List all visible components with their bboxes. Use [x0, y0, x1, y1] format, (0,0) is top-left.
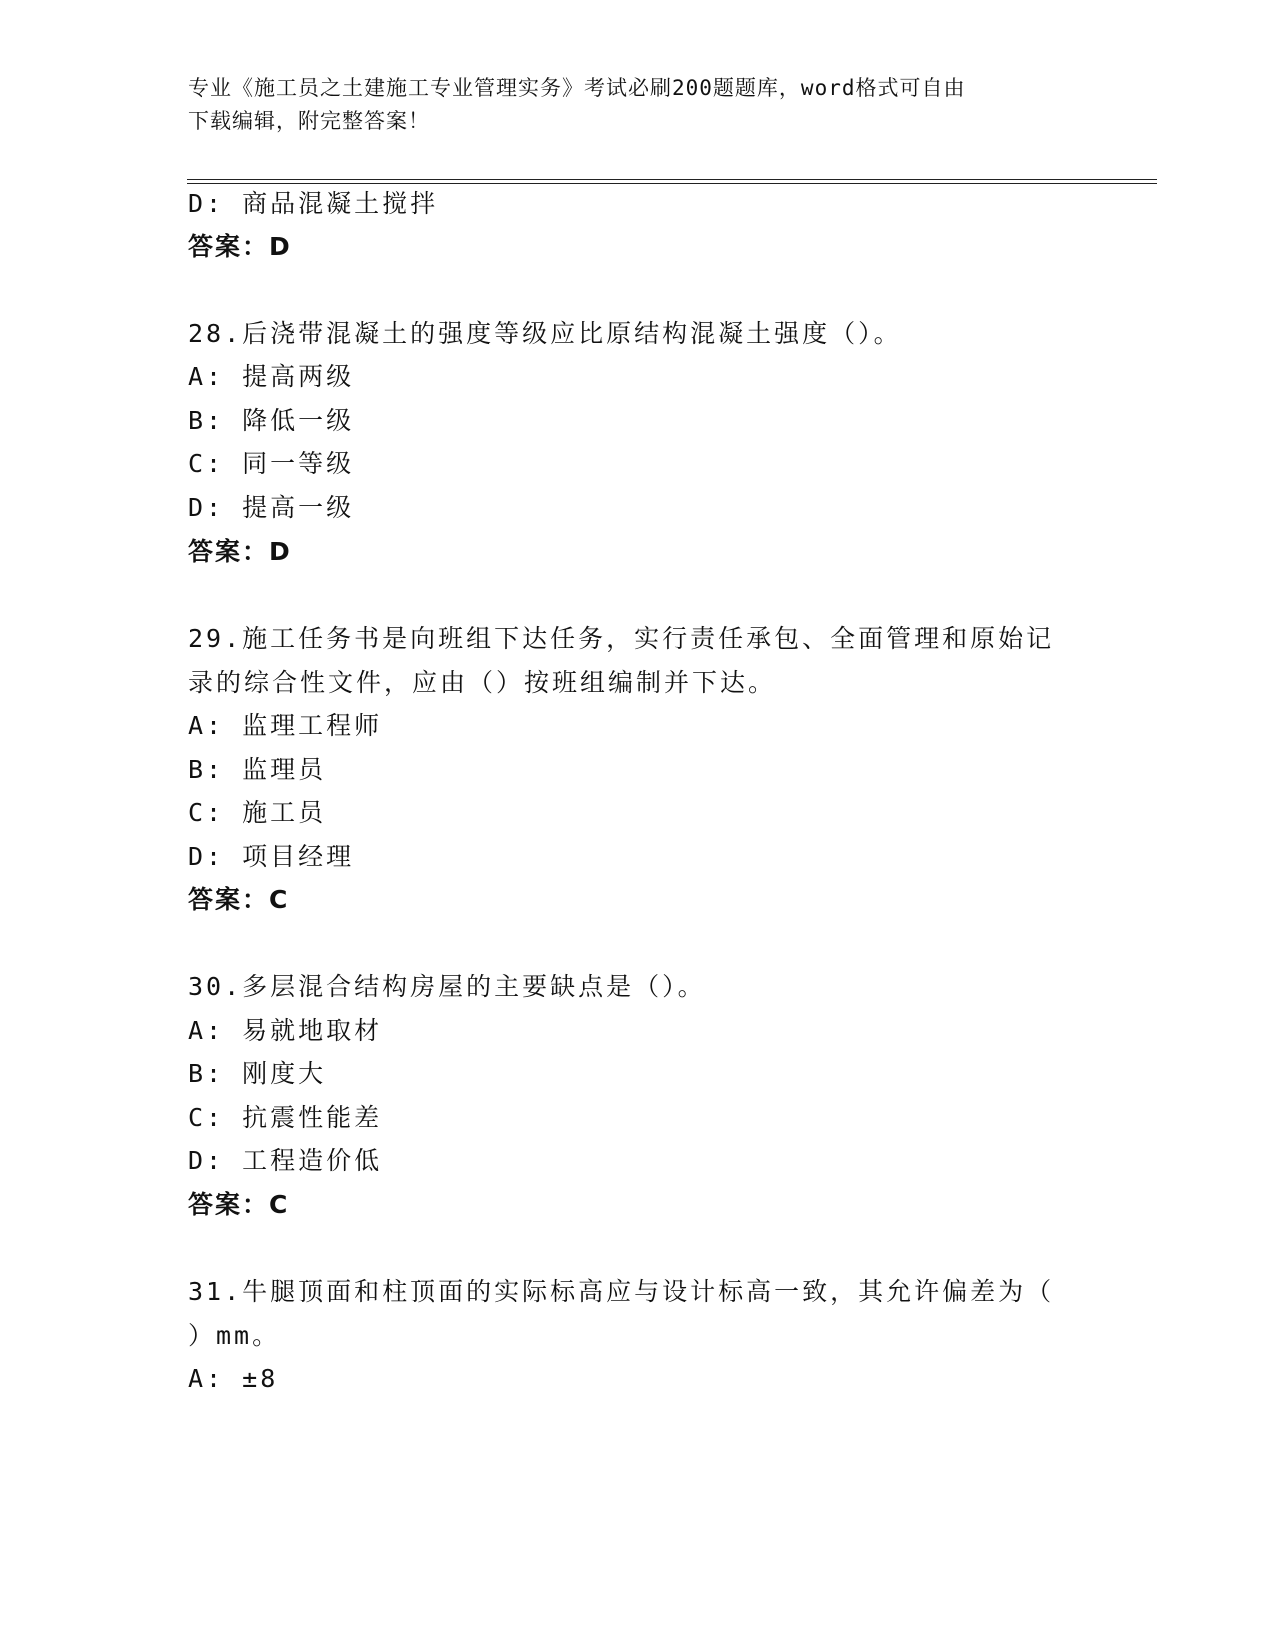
q31-stem-line-2: ）mm。 — [188, 1321, 281, 1350]
q29-option-a: A: 监理工程师 — [188, 711, 383, 740]
q30-option-c: C: 抗震性能差 — [188, 1103, 383, 1132]
q28-option-b: B: 降低一级 — [188, 406, 355, 435]
header-divider-top — [187, 179, 1157, 180]
header-line-1: 专业《施工员之土建施工专业管理实务》考试必刷200题题库，word格式可自由 — [188, 76, 966, 100]
q31-option-a: A: ±8 — [188, 1364, 279, 1393]
q30-option-a: A: 易就地取材 — [188, 1016, 383, 1045]
header-divider-bottom — [187, 183, 1157, 184]
q28-option-a: A: 提高两级 — [188, 362, 355, 391]
q29-option-d: D: 项目经理 — [188, 842, 355, 871]
q30-stem: 30.多层混合结构房屋的主要缺点是（）。 — [188, 972, 706, 1001]
q30-answer: 答案：C — [188, 1190, 290, 1219]
prev-option-d: D: 商品混凝土搅拌 — [188, 189, 439, 218]
q28-option-c: C: 同一等级 — [188, 449, 355, 478]
q29-stem-line-2: 录的综合性文件，应由（）按班组编制并下达。 — [188, 668, 777, 697]
q30-option-d: D: 工程造价低 — [188, 1146, 383, 1175]
q28-stem: 28.后浇带混凝土的强度等级应比原结构混凝土强度（）。 — [188, 319, 902, 348]
q29-option-c: C: 施工员 — [188, 798, 327, 827]
q29-option-b: B: 监理员 — [188, 755, 327, 784]
q29-answer: 答案：C — [188, 885, 290, 914]
q28-answer: 答案：D — [188, 537, 292, 566]
q28-option-d: D: 提高一级 — [188, 493, 355, 522]
q29-stem-line-1: 29.施工任务书是向班组下达任务，实行责任承包、全面管理和原始记 — [188, 624, 1055, 653]
prev-answer: 答案：D — [188, 232, 292, 261]
q30-option-b: B: 刚度大 — [188, 1059, 327, 1088]
header-line-2: 下载编辑，附完整答案！ — [188, 109, 430, 133]
document-header — [188, 72, 1088, 138]
q31-stem-line-1: 31.牛腿顶面和柱顶面的实际标高应与设计标高一致，其允许偏差为（ — [188, 1277, 1055, 1306]
